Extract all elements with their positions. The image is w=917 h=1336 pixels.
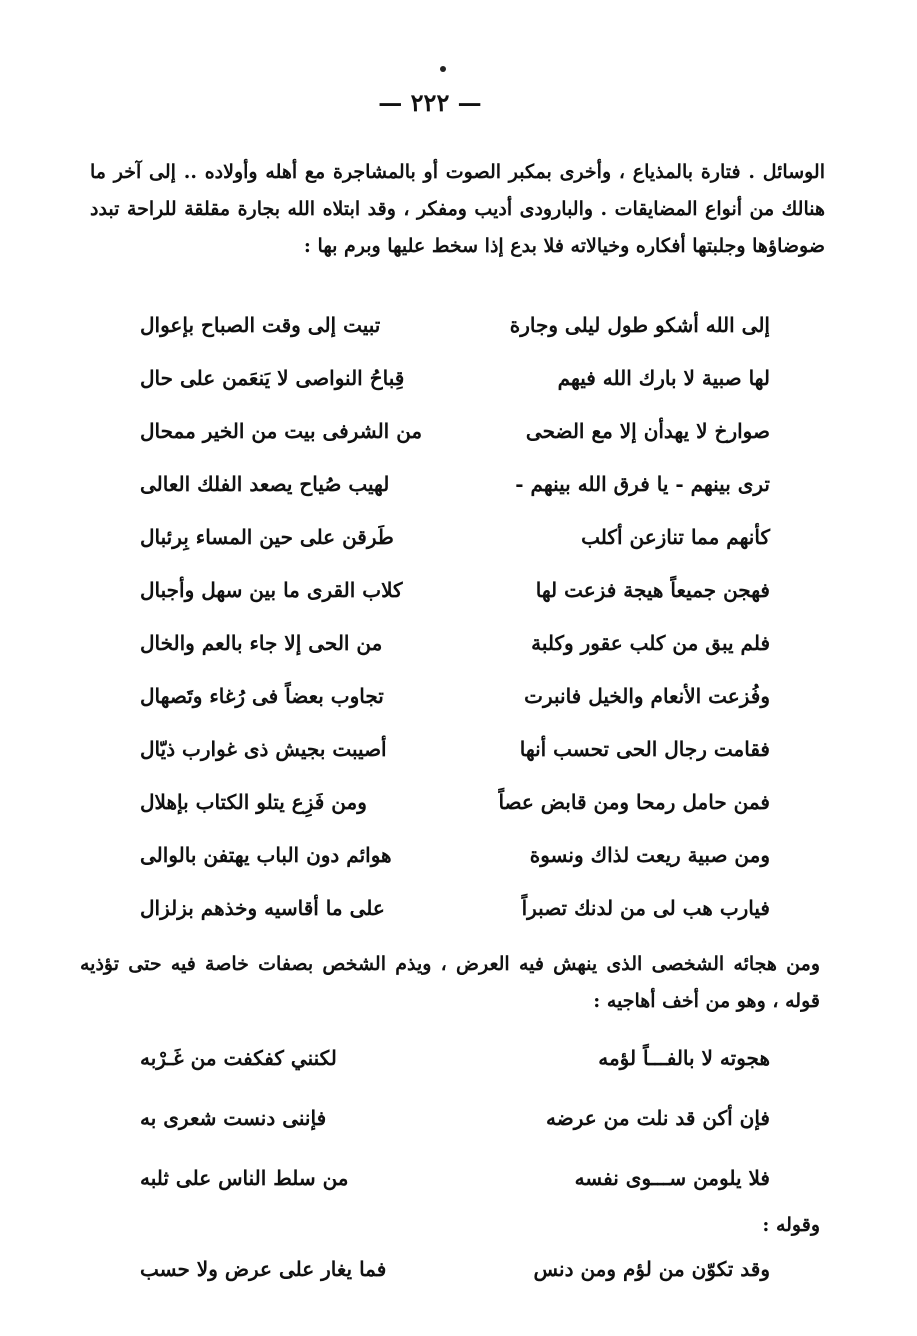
verse-first-hemistich: هجوته لا بالفـــاً لؤمه <box>598 1046 770 1070</box>
verse-first-hemistich: كأنهم مما تنازعن أكلب <box>581 524 770 549</box>
verse-first-hemistich: فإن أكن قد نلت من عرضه <box>546 1106 770 1130</box>
poem-satire <box>130 1028 780 1208</box>
verse-line <box>130 1088 780 1148</box>
verse-first-hemistich: لها صبية لا بارك الله فيهم <box>557 365 770 390</box>
verse-first-hemistich: فلم يبق من كلب عقور وكلبة <box>531 630 770 655</box>
poem-final <box>130 1242 780 1295</box>
verse-second-hemistich: أصيبت بجيش ذى غوارب ذيّال <box>140 736 387 761</box>
verse-line <box>130 457 780 510</box>
verse-first-hemistich: فمن حامل رمحا ومن قابض عصاً <box>498 789 770 814</box>
verse-first-hemistich: وفُزعت الأنعام والخيل فانبرت <box>524 683 770 708</box>
verse-line <box>130 616 780 669</box>
verse-line <box>130 669 780 722</box>
verse-second-hemistich: لهيب صُياح يصعد الفلك العالى <box>140 471 390 496</box>
verse-line <box>130 1242 780 1295</box>
verse-line <box>130 1148 780 1208</box>
paragraph-intro: الوسائل . فتارة بالمذياع ، وأخرى بمكبر الصوت أو بالمشاجرة مع أهله وأولاده .. إلى آخر ما هنالك من أنواع المضايقات . والبارودى أديب ومفكر ، وقد ابتلاه الله بجارة مقلقة للراحة تبدد ضوضاؤها وجلبتها أفكاره وخيالاته فلا بدع إذا سخط عليها وبرم بها : <box>90 161 825 257</box>
verse-line <box>130 881 780 934</box>
verse-second-hemistich: على ما أقاسيه وخذهم بزلزال <box>140 895 385 920</box>
verse-second-hemistich: من الحى إلا جاء بالعم والخال <box>140 630 383 655</box>
verse-second-hemistich: تبيت إلى وقت الصباح بإعوال <box>140 312 381 337</box>
verse-second-hemistich: هوائم دون الباب يهتفن بالوالى <box>140 842 392 867</box>
verse-first-hemistich: فهجن جميعاً هيجة فزعت لها <box>535 577 770 602</box>
verse-line <box>130 775 780 828</box>
paragraph-satire: ومن هجائه الشخصى الذى ينهش فيه العرض ، ويذم الشخص بصفات خاصة فيه حتى تؤذيه قوله ، وهو من أخف أهاجيه : <box>80 953 820 1012</box>
verse-first-hemistich: إلى الله أشكو طول ليلى وجارة <box>509 312 770 337</box>
verse-second-hemistich: فإننى دنست شعرى به <box>140 1106 327 1130</box>
verse-second-hemistich: طَرقن على حين المساء بِرئبال <box>140 524 394 549</box>
verse-second-hemistich: من الشرفى بيت من الخير ممحال <box>140 418 423 443</box>
verse-line <box>130 722 780 775</box>
verse-line <box>130 404 780 457</box>
verse-first-hemistich: وقد تكوّن من لؤم ومن دنس <box>533 1256 770 1281</box>
paragraph-wa-qawluh: وقوله : <box>762 1214 820 1236</box>
verse-second-hemistich: لكنني كفكفت من غَـرْبه <box>140 1046 337 1070</box>
verse-line <box>130 510 780 563</box>
page-number: — ٢٢٢ — <box>378 88 482 117</box>
verse-line <box>130 1028 780 1088</box>
verse-second-hemistich: تجاوب بعضاً فى رُغاء وتَصهال <box>140 683 384 708</box>
verse-second-hemistich: ومن فَزِع يتلو الكتاب بإهلال <box>140 789 367 814</box>
verse-line <box>130 298 780 351</box>
verse-second-hemistich: قِباحُ النواصى لا يَنعَمن على حال <box>140 365 405 390</box>
verse-second-hemistich: فما يغار على عرض ولا حسب <box>140 1256 387 1281</box>
verse-second-hemistich: كلاب القرى ما بين سهل وأجبال <box>140 577 403 602</box>
verse-first-hemistich: ترى بينهم - يا فرق الله بينهم - <box>515 471 770 496</box>
verse-first-hemistich: فقامت رجال الحى تحسب أنها <box>519 736 770 761</box>
verse-first-hemistich: فيارب هب لى من لدنك تصبراً <box>521 895 770 920</box>
verse-line <box>130 563 780 616</box>
ink-dot <box>440 66 446 72</box>
poem-complaint <box>130 298 780 934</box>
verse-line <box>130 351 780 404</box>
verse-second-hemistich: من سلط الناس على ثلبه <box>140 1166 349 1190</box>
verse-first-hemistich: ومن صبية ريعت لذاك ونسوة <box>529 842 770 867</box>
verse-first-hemistich: فلا يلومن ســـوى نفسه <box>574 1166 770 1190</box>
verse-first-hemistich: صوارخ لا يهدأن إلا مع الضحى <box>525 418 770 443</box>
verse-line <box>130 828 780 881</box>
